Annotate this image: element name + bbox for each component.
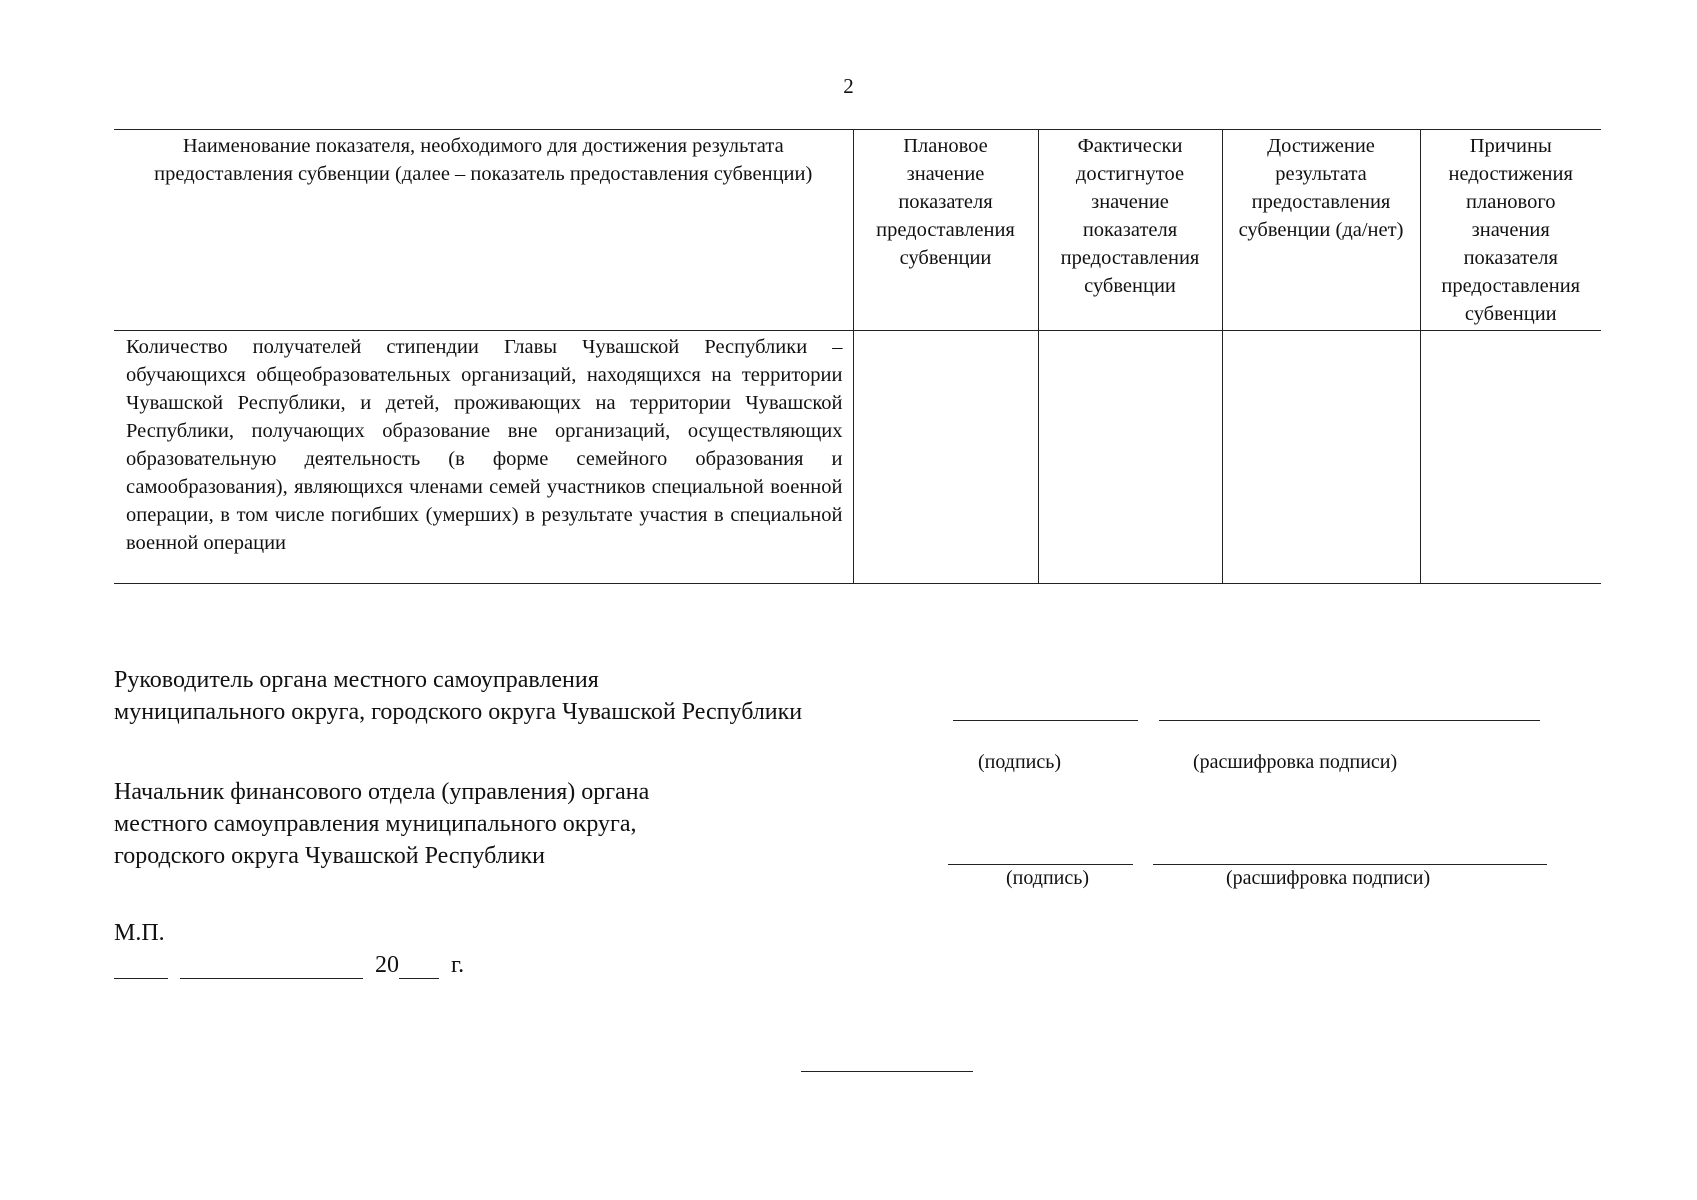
header-planned-value: Плановое значение показателя предоставления субвенции xyxy=(853,130,1038,331)
date-day-blank[interactable] xyxy=(114,954,168,979)
head-title-line-2: муниципального округа, городского округа Чувашской Республики xyxy=(114,699,803,725)
finance-signatory-title xyxy=(114,776,649,872)
finance-title-line-2: местного самоуправления муниципального округа, xyxy=(114,811,637,837)
indicators-table xyxy=(114,129,1601,584)
date-year-prefix: 20 xyxy=(375,952,399,978)
head-signature-line[interactable] xyxy=(953,720,1138,721)
head-signature-caption: (подпись) xyxy=(978,751,1062,773)
table-row xyxy=(114,331,1601,584)
bottom-divider xyxy=(801,1071,973,1072)
stamp-label: М.П. xyxy=(114,920,165,946)
cell-reasons[interactable] xyxy=(1420,331,1601,584)
head-decoding-line[interactable] xyxy=(1159,720,1540,721)
finance-decoding-line[interactable] xyxy=(1153,864,1547,865)
cell-result-achieved[interactable] xyxy=(1222,331,1420,584)
date-month-blank[interactable] xyxy=(180,954,363,979)
date-year-suffix: г. xyxy=(451,952,465,978)
finance-signature-line[interactable] xyxy=(948,864,1133,865)
finance-title-line-3: городского округа Чувашской Республики xyxy=(114,843,546,869)
finance-signature-caption: (подпись) xyxy=(1006,867,1090,889)
head-decoding-caption: (расшифровка подписи) xyxy=(1193,751,1398,773)
header-reasons: Причины недостижения планового значения показателя предоставления субвенции xyxy=(1420,130,1601,331)
header-indicator-name: Наименование показателя, необходимого для достижения результата предоставления субвенции (далее – показатель предоставления субвенции) xyxy=(114,130,853,331)
head-signatory-title xyxy=(114,664,802,728)
date-line xyxy=(114,952,464,979)
cell-indicator-name: Количество получателей стипендии Главы Чувашской Республики – обучающихся общеобразовательных организаций, находящихся на территории Чувашской Республики, и детей, проживающих на территории Чувашской Республики, получающих образование вне организаций, осуществляющих образовательную деятельность (в форме семейного образования и самообразования), являющихся членами семей участников специальной военной операции, в том числе погибших (умерших) в результате участия в специальной военной операции xyxy=(114,331,853,584)
date-year-blank[interactable] xyxy=(399,954,439,979)
page-number: 2 xyxy=(843,74,854,98)
cell-planned-value[interactable] xyxy=(853,331,1038,584)
table-header-row xyxy=(114,130,1601,331)
finance-decoding-caption: (расшифровка подписи) xyxy=(1226,867,1431,889)
finance-title-line-1: Начальник финансового отдела (управления) органа xyxy=(114,779,650,805)
header-actual-value: Фактически достигнутое значение показателя предоставления субвенции xyxy=(1038,130,1222,331)
header-result-achieved: Достижение результата предоставления субвенции (да/нет) xyxy=(1222,130,1420,331)
cell-actual-value[interactable] xyxy=(1038,331,1222,584)
head-title-line-1: Руководитель органа местного самоуправления xyxy=(114,667,599,693)
